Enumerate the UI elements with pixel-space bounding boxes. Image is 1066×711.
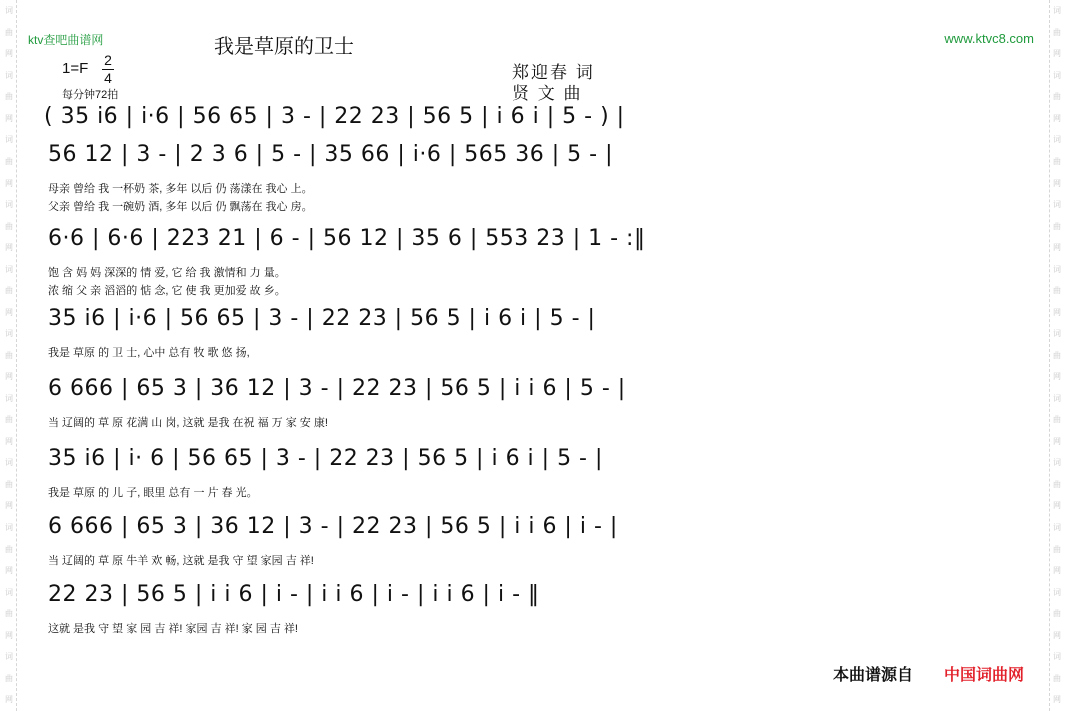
watermark-glyph: 词 [1053,135,1061,145]
watermark-glyph: 词 [1053,264,1061,274]
right-edge-watermark [1049,0,1064,711]
composer-credit: 贤 文 曲 [512,84,583,103]
watermark-glyph: 网 [5,436,13,446]
meter-bottom: 4 [104,70,112,86]
watermark-glyph: 曲 [5,92,13,102]
watermark-glyph: 词 [1053,458,1061,468]
watermark-glyph: 曲 [1053,479,1061,489]
watermark-glyph: 词 [5,393,13,403]
watermark-glyph: 网 [1053,630,1061,640]
watermark-glyph: 曲 [1053,673,1061,683]
lyric-line: 当 辽阔的 草 原 花满 山 岗, 这就 是我 在祝 福 万 家 安 康! [48,417,328,429]
watermark-glyph: 曲 [5,609,13,619]
meter-top: 2 [104,52,112,68]
lyric-line: 当 辽阔的 草 原 牛羊 欢 畅, 这就 是我 守 望 家园 吉 祥! [48,555,314,567]
watermark-glyph: 词 [5,135,13,145]
watermark-glyph: 词 [1053,523,1061,533]
watermark-glyph: 曲 [1053,544,1061,554]
watermark-glyph: 曲 [5,350,13,360]
watermark-glyph: 网 [5,113,13,123]
watermark-glyph: 词 [1053,329,1061,339]
watermark-glyph: 曲 [5,673,13,683]
watermark-glyph: 词 [1053,6,1061,16]
watermark-glyph: 网 [1053,178,1061,188]
watermark-glyph: 曲 [5,415,13,425]
watermark-glyph: 网 [5,178,13,188]
tempo-marking: 每分钟72拍 [62,89,119,101]
watermark-glyph: 网 [1053,113,1061,123]
watermark-glyph: 曲 [1053,92,1061,102]
watermark-glyph: 词 [5,6,13,16]
watermark-glyph: 网 [5,49,13,59]
time-signature [102,52,114,87]
watermark-glyph: 词 [5,523,13,533]
watermark-glyph: 词 [1053,200,1061,210]
notation-row: 35 i6 | i· 6 | 56 65 | 3 - | 22 23 | 56 5 | i 6 i | 5 - | [48,446,603,471]
watermark-glyph: 网 [1053,566,1061,576]
watermark-glyph: 词 [1053,652,1061,662]
watermark-glyph: 网 [1053,372,1061,382]
intro-notation: ( 35 i6 | i·6 | 56 65 | 3 - | 22 23 | 56 5 | i 6 i | 5 - ) | [44,104,625,129]
watermark-glyph: 网 [1053,243,1061,253]
watermark-glyph: 曲 [1053,156,1061,166]
watermark-glyph: 词 [5,587,13,597]
watermark-glyph: 网 [5,501,13,511]
lyricist-credit: 郑迎春 词 [512,63,595,82]
watermark-glyph: 网 [5,307,13,317]
watermark-glyph: 网 [5,630,13,640]
watermark-glyph: 词 [1053,587,1061,597]
watermark-glyph: 词 [5,264,13,274]
watermark-glyph: 曲 [5,221,13,231]
watermark-glyph: 曲 [1053,221,1061,231]
watermark-glyph: 网 [1053,501,1061,511]
lyric-line: 我是 草原 的 卫 士, 心中 总有 牧 歌 悠 扬, [48,347,250,359]
source-site-link[interactable]: 中国词曲网 [944,667,1025,684]
left-edge-watermark [2,0,17,711]
key-signature: 1=F [62,60,89,77]
notation-row: 6·6 | 6·6 | 223 21 | 6 - | 56 12 | 35 6 | 553 23 | 1 - :‖ [48,226,646,251]
watermark-glyph: 词 [5,652,13,662]
watermark-glyph: 网 [1053,695,1061,705]
watermark-glyph: 曲 [5,156,13,166]
watermark-glyph: 曲 [5,479,13,489]
watermark-glyph: 网 [1053,307,1061,317]
watermark-glyph: 词 [1053,70,1061,80]
watermark-glyph: 曲 [1053,609,1061,619]
watermark-glyph: 曲 [1053,27,1061,37]
watermark-glyph: 网 [5,243,13,253]
watermark-glyph: 词 [5,70,13,80]
lyric-line: 浓 缩 父 亲 滔滔的 惦 念, 它 使 我 更加爱 故 乡。 [48,285,286,297]
notation-row: 6 666 | 65 3 | 36 12 | 3 - | 22 23 | 56 5 | i i 6 | 5 - | [48,376,626,401]
lyric-line: 母亲 曾给 我 一杯奶 茶, 多年 以后 仍 荡漾在 我心 上。 [48,183,313,195]
watermark-glyph: 词 [5,458,13,468]
site-url-right[interactable]: www.ktvc8.com [944,31,1034,46]
watermark-glyph: 网 [5,566,13,576]
watermark-glyph: 词 [5,200,13,210]
watermark-glyph: 曲 [1053,350,1061,360]
lyric-line: 我是 草原 的 儿 子, 眼里 总有 一 片 春 光。 [48,487,258,499]
watermark-glyph: 曲 [5,27,13,37]
watermark-glyph: 网 [5,372,13,382]
watermark-glyph: 曲 [5,286,13,296]
watermark-glyph: 网 [1053,49,1061,59]
watermark-glyph: 词 [5,329,13,339]
watermark-glyph: 网 [5,695,13,705]
lyric-line: 饱 含 妈 妈 深深的 情 爱, 它 给 我 激情和 力 量。 [48,267,286,279]
notation-row: 35 i6 | i·6 | 56 65 | 3 - | 22 23 | 56 5 | i 6 i | 5 - | [48,306,596,331]
notation-row: 56 12 | 3 - | 2 3 6 | 5 - | 35 66 | i·6 | 565 36 | 5 - | [48,142,614,167]
watermark-glyph: 词 [1053,393,1061,403]
notation-row: 22 23 | 56 5 | i i 6 | i - | i i 6 | i - | i i 6 | i - ‖ [48,582,540,607]
watermark-glyph: 曲 [1053,415,1061,425]
watermark-glyph: 曲 [1053,286,1061,296]
watermark-glyph: 网 [1053,436,1061,446]
site-logo-left[interactable]: ktv查吧曲谱网 [28,33,104,47]
notation-row: 6 666 | 65 3 | 36 12 | 3 - | 22 23 | 56 5 | i i 6 | i - | [48,514,618,539]
lyric-line: 这就 是我 守 望 家 园 吉 祥! 家园 吉 祥! 家 园 吉 祥! [48,623,298,635]
lyric-line: 父亲 曾给 我 一碗奶 酒, 多年 以后 仍 飘荡在 我心 房。 [48,201,313,213]
source-label: 本曲谱源自 [833,667,914,684]
song-title: 我是草原的卫士 [214,36,354,58]
watermark-glyph: 曲 [5,544,13,554]
